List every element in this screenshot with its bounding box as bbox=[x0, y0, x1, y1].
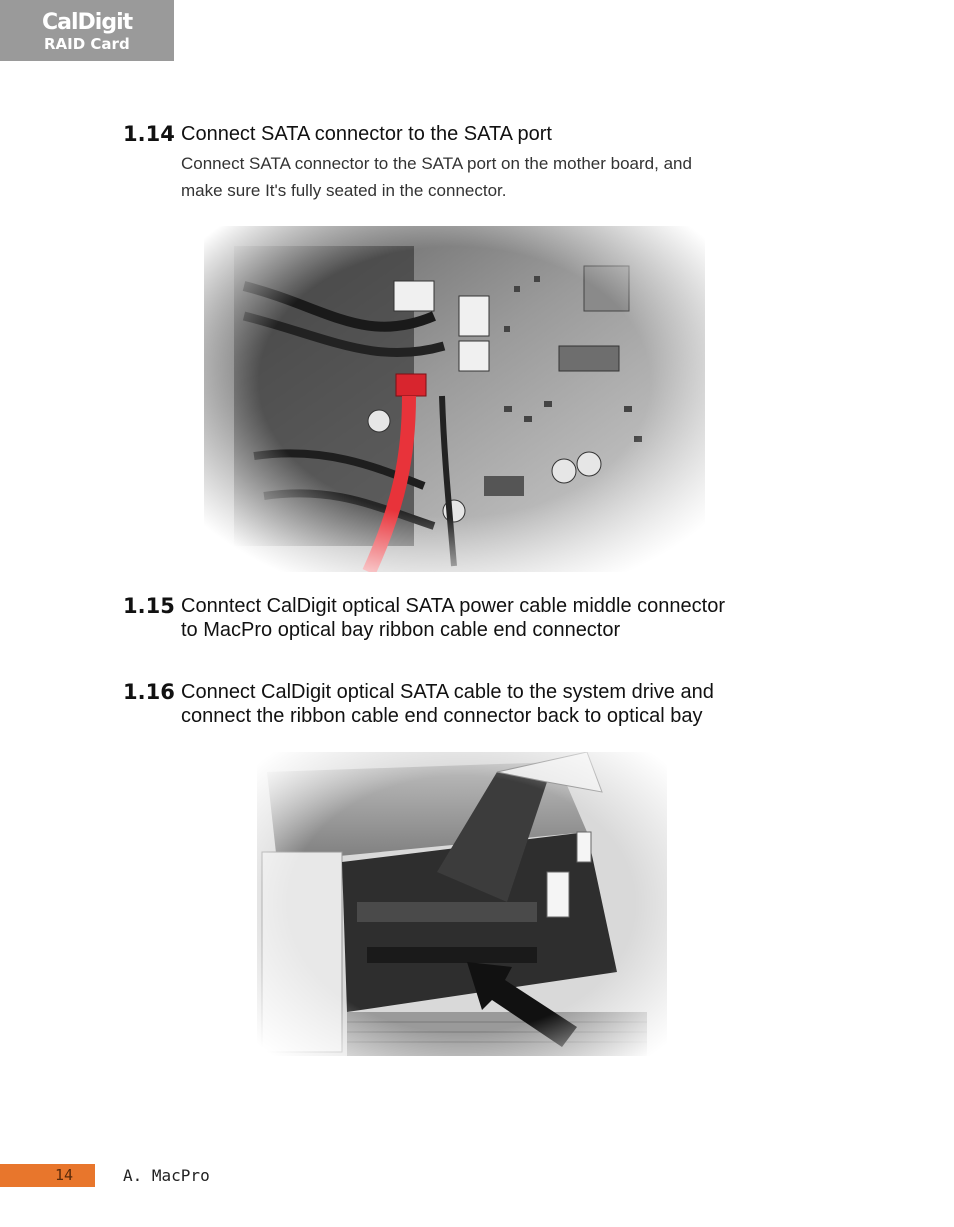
step-title-line: Conntect CalDigit optical SATA power cable middle connector bbox=[181, 595, 725, 617]
step-title bbox=[181, 122, 552, 146]
footer-section-label: A. MacPro bbox=[123, 1166, 210, 1185]
step-title-line: Connect CalDigit optical SATA cable to the system drive and bbox=[181, 681, 714, 703]
step-title bbox=[181, 680, 714, 728]
step-description bbox=[181, 150, 821, 204]
brand-name: CalDigit bbox=[42, 10, 133, 35]
step-title-line: connect the ribbon cable end connector back to optical bay bbox=[181, 705, 703, 727]
step-number: 1.15 bbox=[123, 594, 175, 618]
step-description-line: Connect SATA connector to the SATA port on the mother board, and bbox=[181, 154, 692, 173]
motherboard-photo bbox=[204, 226, 705, 572]
step-title-line: to MacPro optical bay ribbon cable end connector bbox=[181, 619, 621, 641]
step-description-line: make sure It's fully seated in the connector. bbox=[181, 181, 507, 200]
step-number: 1.16 bbox=[123, 680, 175, 704]
step-title bbox=[181, 594, 725, 642]
page-number: 14 bbox=[55, 1166, 74, 1184]
product-name: RAID Card bbox=[44, 35, 130, 53]
optical-bay-photo bbox=[257, 752, 667, 1056]
header-logo bbox=[0, 0, 174, 61]
footer-page-badge bbox=[0, 1164, 95, 1187]
step-number: 1.14 bbox=[123, 122, 175, 146]
step-title-line: Connect SATA connector to the SATA port bbox=[181, 123, 552, 145]
